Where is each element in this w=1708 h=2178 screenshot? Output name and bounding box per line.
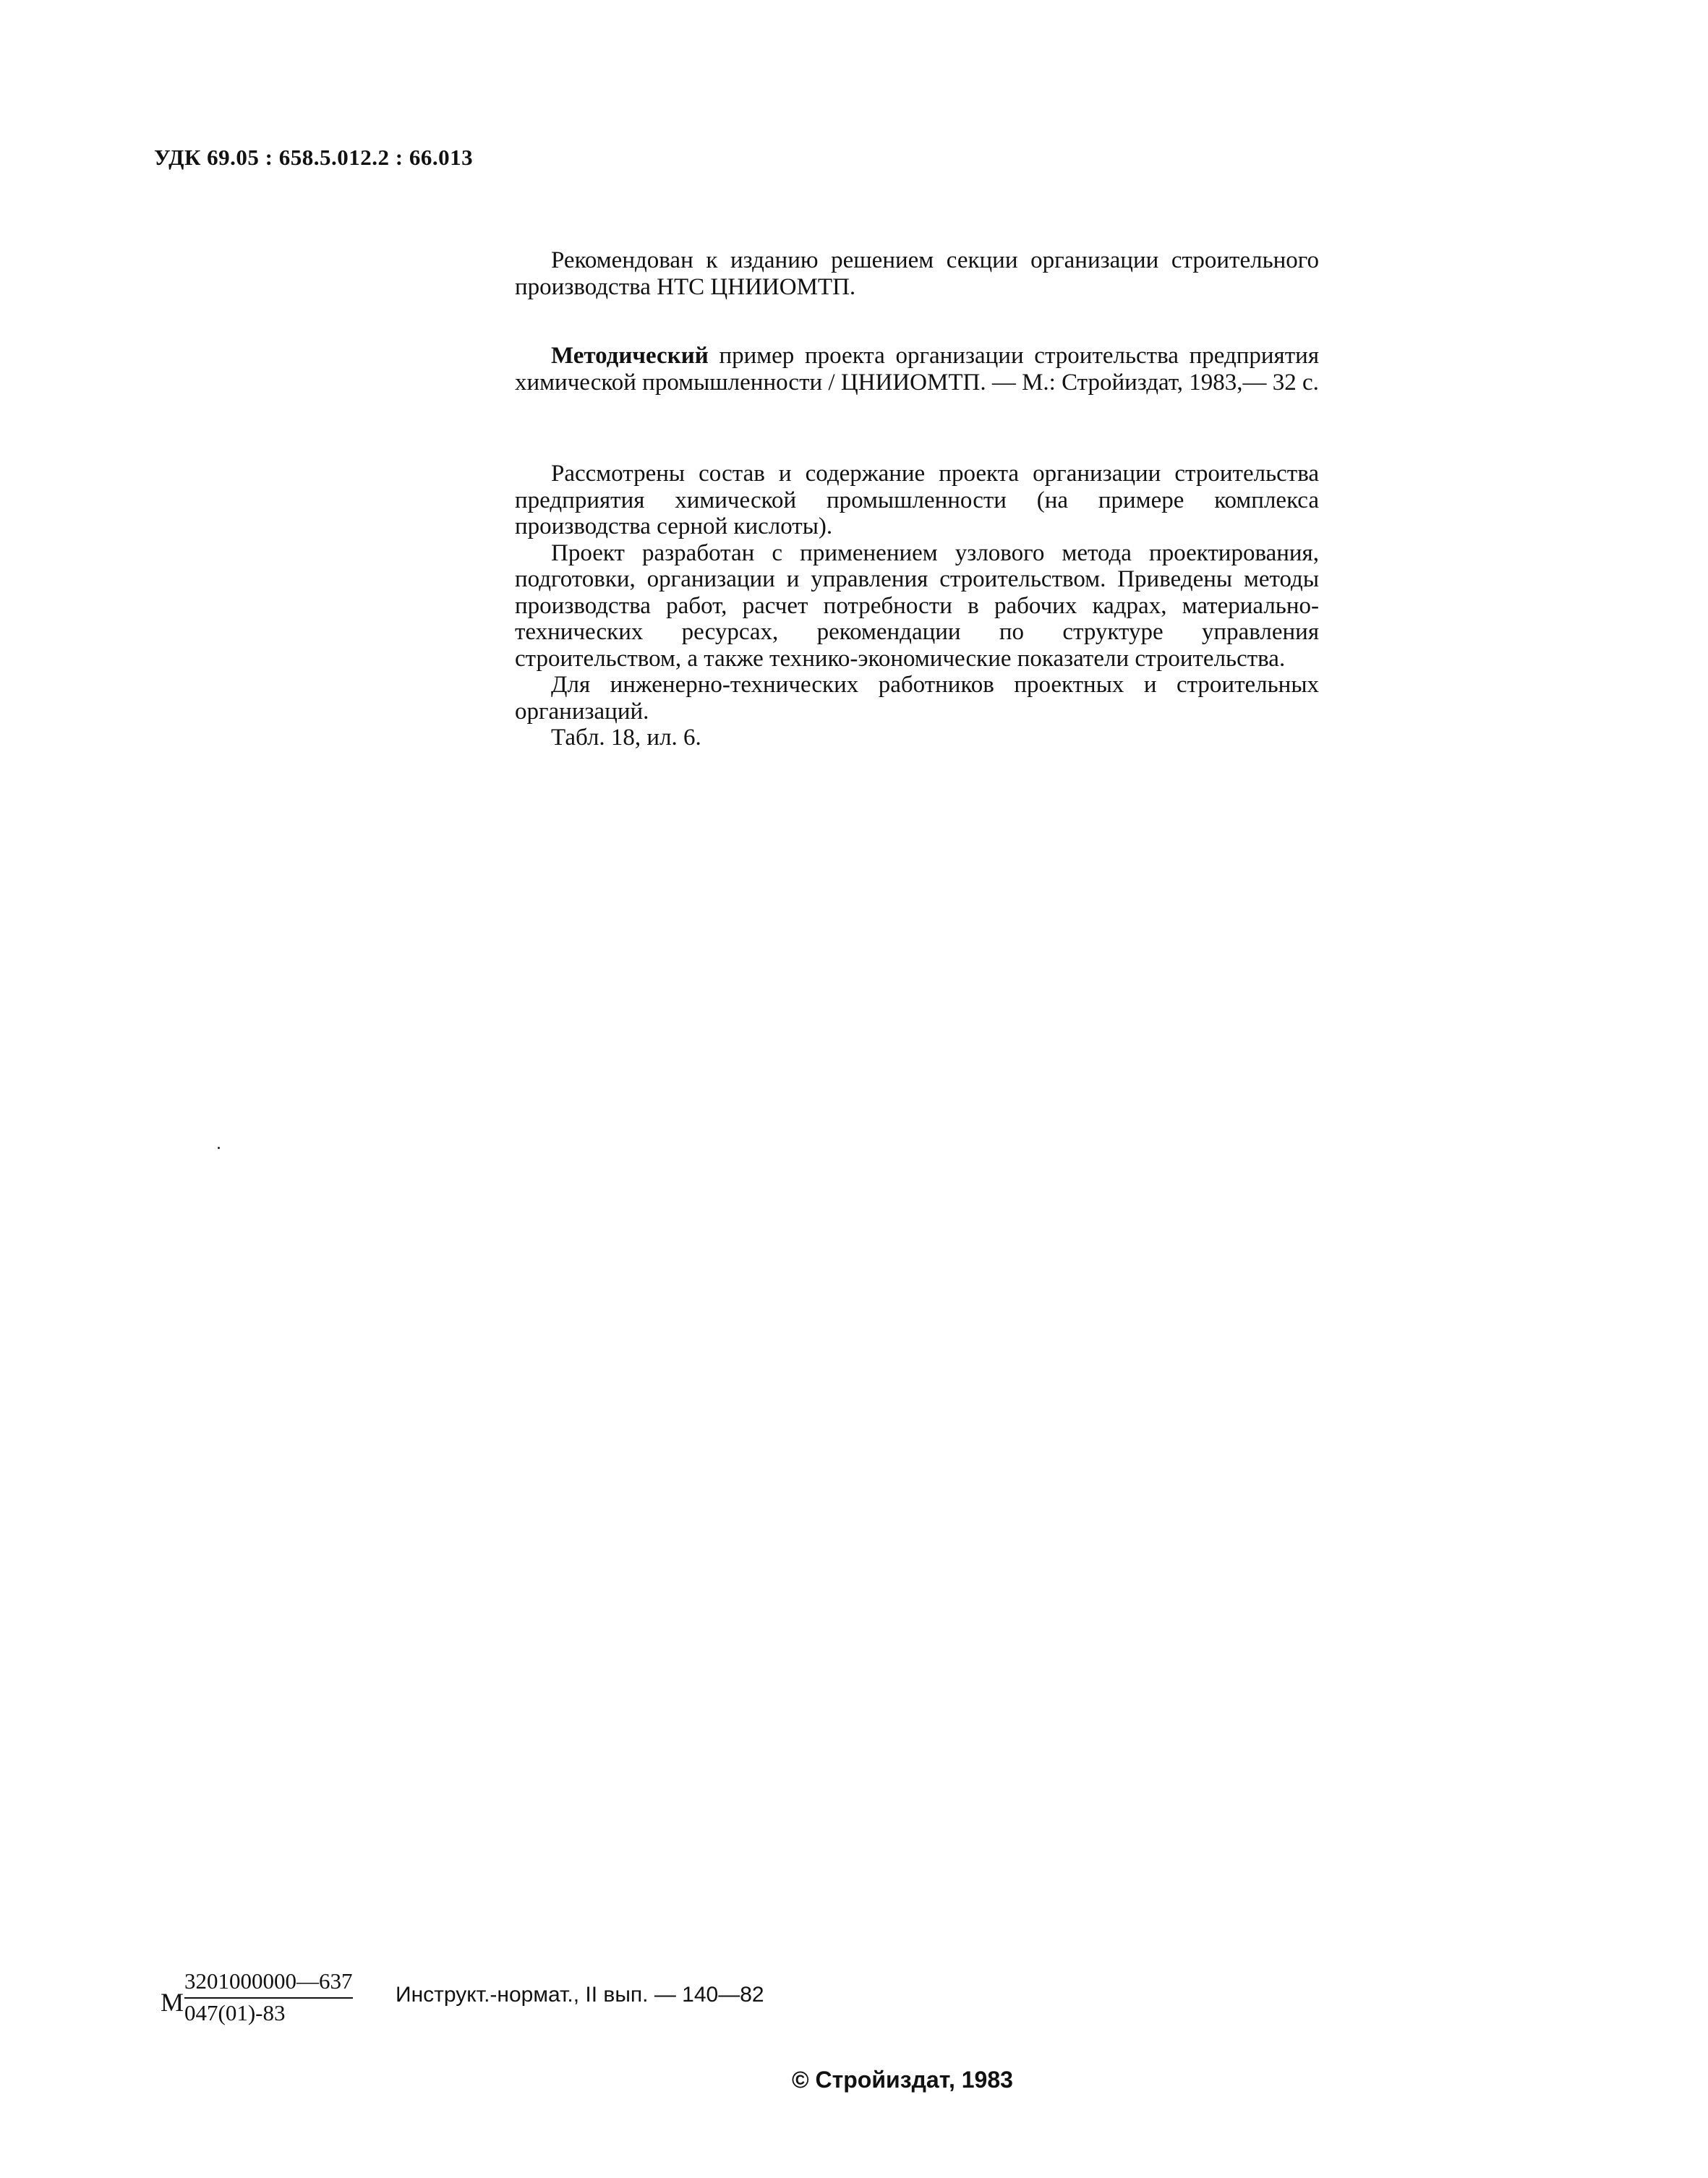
abstract-paragraph: Проект разработан с применением узлового метода проектирования, подготовки, организации и управления строительством. Приведены методы производства работ, расчет потребности в рабочих кадрах, материально-технических ресурсах, рекомендации по структуре управления строительством, а также технико-экономические показатели строительства. xyxy=(515,539,1319,672)
abstract-paragraph: Рассмотрены состав и содержание проекта организации строительства предприятия химической промышленности (на примере комплекса производства серной кислоты). xyxy=(515,461,1319,539)
copyright-notice: © Стройиздат, 1983 xyxy=(792,2067,1013,2093)
publication-imprint xyxy=(161,1967,1028,2025)
imprint-numerator: 3201000000—637 xyxy=(184,1967,353,1999)
imprint-letter: М xyxy=(161,1988,184,2017)
print-speck xyxy=(218,1147,220,1149)
bibliographic-record xyxy=(515,343,1319,396)
abstract xyxy=(515,461,1319,751)
recommendation-text: Рекомендован к изданию решением секции организации строительного производства НТС ЦНИИОМТП. xyxy=(515,247,1319,300)
udk-code: УДК 69.05 : 658.5.012.2 : 66.013 xyxy=(154,145,474,170)
abstract-paragraph: Для инженерно-технических работников проектных и строительных организаций. xyxy=(515,672,1319,725)
recommendation-note xyxy=(515,247,1319,300)
bibliographic-text xyxy=(515,343,1319,396)
imprint-fraction xyxy=(184,1967,353,2028)
bibliographic-lead: Методический xyxy=(551,343,709,369)
abstract-paragraph: Табл. 18, ил. 6. xyxy=(551,725,701,751)
imprint-text: Инструкт.-нормат., II вып. — 140—82 xyxy=(396,1983,764,2007)
imprint-denominator: 047(01)-83 xyxy=(184,2000,286,2025)
bibliographic-rest: пример проекта организации строительства предприятия химической промышленности / ЦНИИОМТП. — М.: Стройиздат, 1983,— 32 с. xyxy=(515,343,1319,396)
